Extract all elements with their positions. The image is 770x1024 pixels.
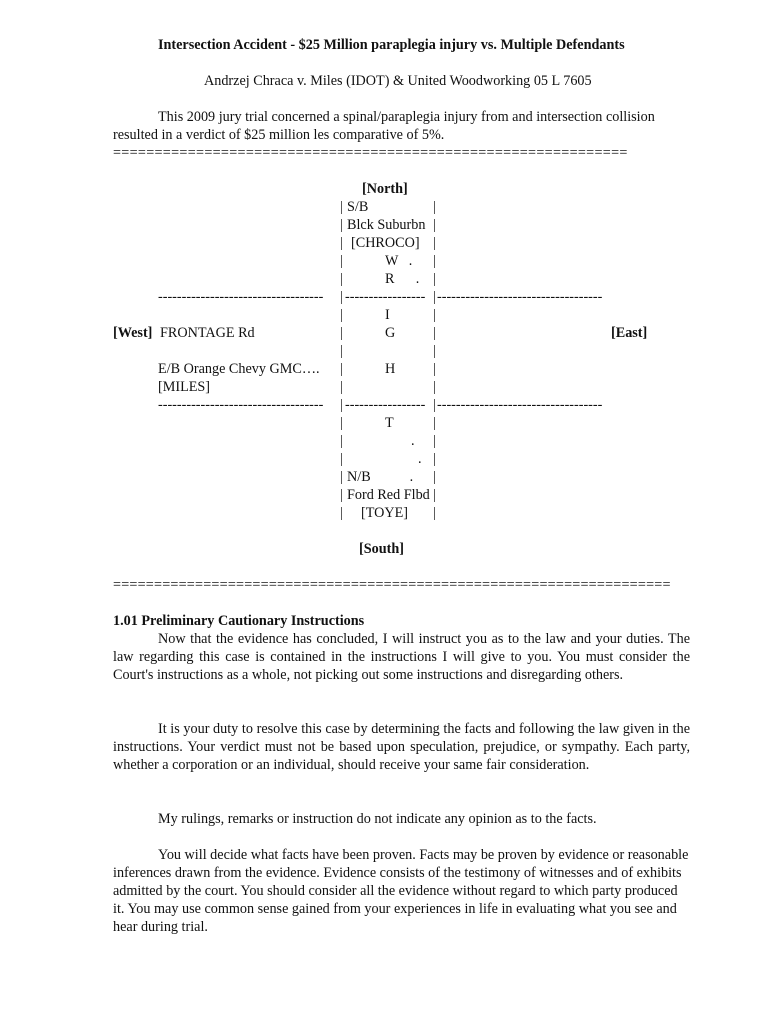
diagram-pipe: | [433, 289, 436, 305]
letter-g: G [385, 325, 396, 341]
diagram-pipe: | [433, 415, 436, 431]
diagram-pipe: | [340, 289, 343, 305]
diagram-pipe: | [340, 487, 343, 503]
letter-h: H [385, 361, 396, 377]
document-title: Intersection Accident - $25 Million paraplegia injury vs. Multiple Defendants [158, 37, 625, 53]
bottom-separator: ==================================================================== [113, 577, 671, 593]
sb-letter-r: R . [385, 271, 420, 287]
frontage-road-label: FRONTAGE Rd [160, 325, 255, 341]
diagram-pipe: | [433, 379, 436, 395]
diagram-pipe: | [433, 487, 436, 503]
diagram-pipe: | [340, 397, 343, 413]
sb-vehicle: Blck Suburbn [347, 217, 426, 233]
nb-direction: N/B . [347, 469, 414, 485]
road-edge-bottom-left: ----------------------------------- [158, 397, 324, 413]
road-edge-bottom-right: ----------------------------------- [437, 397, 603, 413]
diagram-pipe: | [433, 307, 436, 323]
sb-direction: S/B [347, 199, 369, 215]
diagram-pipe: | [340, 325, 343, 341]
diagram-pipe: | [433, 235, 436, 251]
diagram-pipe: | [340, 217, 343, 233]
diagram-pipe: | [340, 199, 343, 215]
eb-driver: [MILES] [158, 379, 211, 395]
top-separator: ============================================================== [113, 145, 628, 161]
diagram-dot: . [418, 451, 422, 467]
diagram-pipe: | [433, 505, 436, 521]
eb-vehicle: E/B Orange Chevy GMC…. [158, 361, 320, 377]
instruction-paragraph-2: It is your duty to resolve this case by determining the facts and following the law given in the instructions. Your verdict must not be based upon speculation, prejudice, or sympathy. Each party, whether a corporation or an individual, should receive your same fair consideration. [113, 721, 690, 773]
diagram-pipe: | [433, 325, 436, 341]
diagram-pipe: | [433, 469, 436, 485]
diagram-pipe: | [433, 433, 436, 449]
road-edge-top-right: ----------------------------------- [437, 289, 603, 305]
instruction-paragraph-3: My rulings, remarks or instruction do not indicate any opinion as to the facts. [158, 811, 597, 827]
diagram-pipe: | [433, 451, 436, 467]
road-edge-bottom-mid: ----------------- [345, 397, 426, 413]
diagram-pipe: | [340, 235, 343, 251]
diagram-pipe: | [340, 433, 343, 449]
instruction-paragraph-4: You will decide what facts have been proven. Facts may be proven by evidence or reasonable inferences drawn from the evidence. Evidence consists of the testimony of witnesses and of exhibits admitted by the court. You should consider all the evidence without regard to which party produced it. You may use common sense gained from your experiences in life in evaluating what you see and hear during trial. [113, 847, 689, 935]
sb-letter-w: W . [385, 253, 413, 269]
road-edge-top-left: ----------------------------------- [158, 289, 324, 305]
diagram-pipe: | [433, 253, 436, 269]
diagram-pipe: | [340, 271, 343, 287]
letter-i: I [385, 307, 390, 323]
diagram-pipe: | [433, 199, 436, 215]
section-heading: 1.01 Preliminary Cautionary Instructions [113, 613, 365, 629]
case-caption: Andrzej Chraca v. Miles (IDOT) & United Woodworking 05 L 7605 [204, 73, 592, 89]
west-label: [West] [113, 325, 153, 341]
nb-driver: [TOYE] [361, 505, 409, 521]
diagram-pipe: | [340, 343, 343, 359]
instruction-paragraph-1: Now that the evidence has concluded, I will instruct you as to the law and your duties. The law regarding this case is contained in the instructions I will give to you. You must consider the Court's instructions as a whole, not picking out some instructions and disregarding others. [113, 631, 690, 683]
nb-vehicle: Ford Red Flbd [347, 487, 430, 503]
diagram-pipe: | [340, 307, 343, 323]
diagram-pipe: | [433, 397, 436, 413]
intro-paragraph: This 2009 jury trial concerned a spinal/paraplegia injury from and intersection collision resulted in a verdict of $25 million les comparative of 5%. [113, 109, 655, 143]
diagram-pipe: | [340, 379, 343, 395]
diagram-pipe: | [433, 271, 436, 287]
east-label: [East] [611, 325, 648, 341]
south-label: [South] [359, 541, 404, 557]
diagram-pipe: | [340, 415, 343, 431]
diagram-pipe: | [340, 451, 343, 467]
diagram-pipe: | [433, 217, 436, 233]
diagram-pipe: | [340, 505, 343, 521]
diagram-pipe: | [340, 361, 343, 377]
road-edge-top-mid: ----------------- [345, 289, 426, 305]
diagram-pipe: | [433, 343, 436, 359]
sb-driver: [CHROCO] [351, 235, 420, 251]
letter-t: T [385, 415, 394, 431]
diagram-pipe: | [340, 469, 343, 485]
diagram-pipe: | [433, 361, 436, 377]
diagram-pipe: | [340, 253, 343, 269]
diagram-dot: . [411, 433, 415, 449]
north-label: [North] [362, 181, 408, 197]
